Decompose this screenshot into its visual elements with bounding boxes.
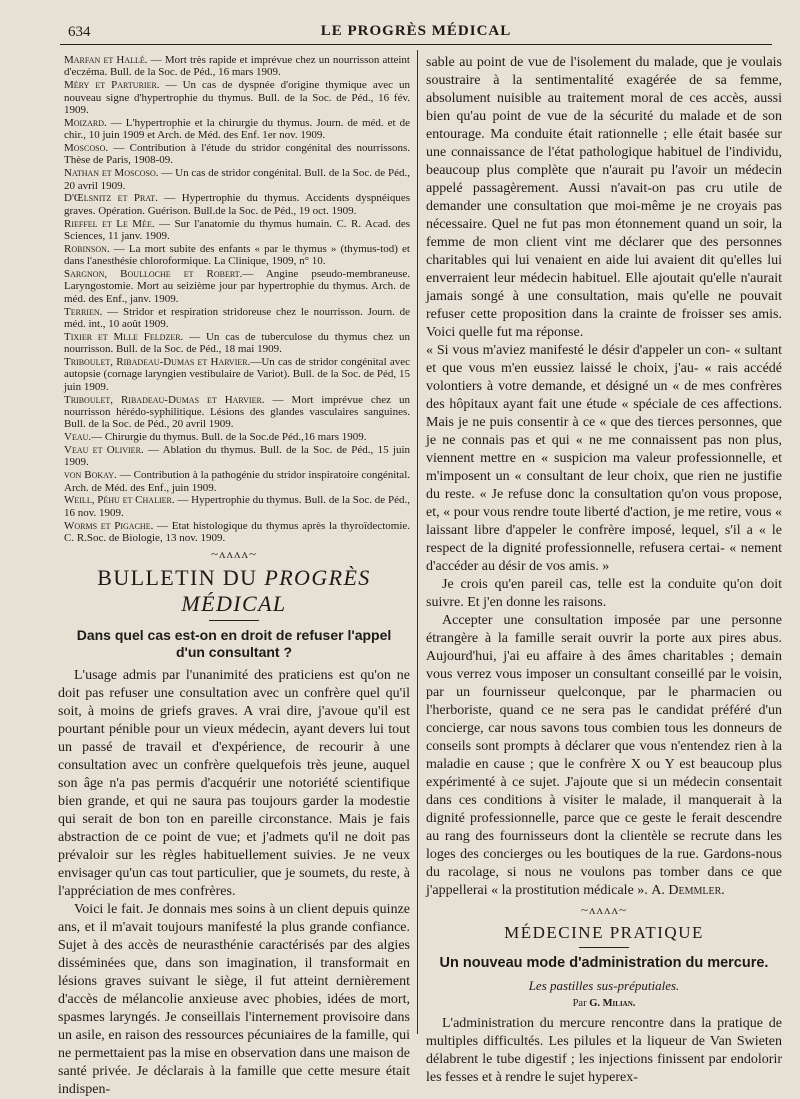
reference-entry xyxy=(58,306,410,331)
reference-text: — Un cas de stridor congénital. Bull. de la Soc. de Péd., 20 avril 1909. xyxy=(64,167,410,192)
reference-entry xyxy=(58,520,410,545)
reference-authors: D'Œlsnitz et Prat. xyxy=(64,192,158,205)
paragraph: L'administration du mercure rencontre dans la pratique de multiples difficultés. Les pilules et la liqueur de Van Swieten délabrent le tube digestif ; les injections finissent par endolorir les fesses et à rendre le sujet hyperex- xyxy=(426,1016,782,1085)
section-rule xyxy=(209,620,259,621)
reference-authors: Triboulet, Ribadeau-Dumas et Harvier. xyxy=(64,356,251,369)
reference-entry xyxy=(58,494,410,519)
reference-list xyxy=(58,54,410,544)
reference-entry xyxy=(58,394,410,431)
running-title: LE PROGRÈS MÉDICAL xyxy=(320,23,512,39)
reference-entry xyxy=(58,356,410,393)
reference-text: — Chirurgie du thymus. Bull. de la Soc.de Péd.,16 mars 1909. xyxy=(91,431,367,444)
reference-text: — Un cas de tuberculose du thymus chez un nourrisson. Bull. de la Soc. de Péd., 18 mai 1909. xyxy=(64,330,410,356)
reference-entry xyxy=(58,469,410,494)
reference-authors: Marfan et Hallé. xyxy=(64,54,148,66)
reference-authors: Moizard. xyxy=(64,116,107,129)
reference-authors: Terrien. xyxy=(64,305,103,318)
bulletin-title xyxy=(58,565,410,617)
byline-author: G. Milian. xyxy=(589,998,636,1009)
reference-text: — Etat histologique du thymus après la thyroïdectomie. C. R.Soc. de Biologie, 13 nov. 1909. xyxy=(64,519,411,545)
page-header xyxy=(60,22,772,45)
reference-entry xyxy=(58,192,410,217)
paragraph xyxy=(426,612,782,900)
reference-entry xyxy=(58,79,410,116)
quoted-reply: « Si vous m'aviez manifesté le désir d'appeler un con- « sultant et que vous m'en eussiez laissé le choix, j'au- « rais accédé volontiers à votre demande, et désigné un « de mes confrères des hôpitaux ayant fait une étude « spéciale de ces affections. Mais je ne puis consentir à ce « que des tierces personnes, que je ne connais pas et qui « ne me connaissent pas non plus, viennent mettre en « suspicion ma valeur professionnelle, et m'imposent un « consultant de leur choix, que rien ne justifie du reste. « Je refuse donc la consultation qu'on vous propose, et, « pour vous rendre toute liberté d'action, je me retire, vous « laissant libre d'appeler le confrère imposé, lequel, s'il a « le respect de la dignité professionnelle, refusera certai- « nement d'accéder au désir de vos amis. » xyxy=(426,343,782,574)
reference-entry xyxy=(58,268,410,305)
reference-authors: Sargnon, Boulloche et Robert. xyxy=(64,268,243,281)
reference-authors: Weill, Péhu et Chalier. xyxy=(64,494,175,507)
byline-prefix: Par xyxy=(572,998,590,1009)
paragraph-text: Accepter une consultation imposée par une personne étrangère à la famille serait ouvrir la porte aux pires abus. Aujourd'hui, j'ai eu affaire à des âmes charitables ; demain vous verrez vous imposer un consultant conseillé par le voisin, par un fournisseur quelconque, par le pharmacien ou l'herboriste, quand ce ne sera pas le candidat préféré d'un concierge, car nous savons tous combien tous les donneurs de conseils sont prompts à déclarer que vous n'entendez rien à la maladie en cause ; que le confrère X ou Y est beaucoup plus expérimenté à ce sujet. J'ajoute que si un médecin consentait dans ces conditions à visiter le malade, il manquerait à la dignité professionnelle, parce que ce geste le ferait descendre au rang des fournisseurs dont la clientèle se recrute dans les loges des concierges ou les boutiques de la rue. Gardons-nous du racolage, si nous ne voulons pas tomber dans ce que j'appellerai « la prostitution médicale ». xyxy=(426,613,782,898)
reference-entry xyxy=(58,167,410,192)
reference-text: — Mort imprévue chez un nourrisson hérédo-syphilitique. Lésions des glandes vasculaires sanguines. Bull. de la Soc. de Péd., 20 avril 1909. xyxy=(64,393,410,431)
section-title: MÉDECINE PRATIQUE xyxy=(504,923,704,942)
section-rule xyxy=(579,947,629,948)
reference-authors: Robinson. xyxy=(64,242,110,255)
column-divider xyxy=(417,50,418,1034)
reference-text: — Un cas de dyspnée d'origine thymique avec un nouveau signe d'hypertrophie du thymus. Bull. de la Soc. de Péd., 16 fév. 1909. xyxy=(64,79,410,117)
reference-entry xyxy=(58,444,410,469)
ornament-divider: ~ʌʌʌʌ~ xyxy=(210,546,258,562)
paragraph: Voici le fait. Je donnais mes soins à un client depuis quinze ans, et il m'avait toujours manifesté la plus grande confiance. Sujet à des accès de neurasthénie caractérisés par des algies disséminées que, dans son imagination, il transformait en lésions graves suivant le siège, il fut atteint dernièrement d'accès de mélancolie anxieuse avec phobies, idées de mort, spasmes laryngés. Je conseillais l'internement provisoire dans un asile, en raison des ressources pécuniaires de la famille, qui ne permettaient pas la mise en observation dans une maison de santé privée. Je déclarais à la famille que cette mesure était indispen- xyxy=(58,902,410,1098)
reference-authors: Tixier et Mlle Feldzer. xyxy=(64,330,184,343)
reference-authors: Moscoso. xyxy=(64,142,109,155)
reference-authors: Worms et Pigache. xyxy=(64,519,154,532)
reference-authors: von Bokay. xyxy=(64,469,117,482)
reference-text: — Ablation du thymus. Bull. de la Soc. de Péd., 15 juin 1909. xyxy=(64,444,411,469)
reference-text: — Contribution à l'étude du stridor congénital des nourrissons. Thèse de Paris, 1908-09. xyxy=(64,142,410,167)
reference-entry xyxy=(58,54,410,79)
bulletin-title-prefix: BULLETIN DU xyxy=(97,565,265,591)
reference-entry xyxy=(58,243,410,268)
byline xyxy=(426,998,782,1009)
reference-entry xyxy=(58,117,410,142)
reference-authors: Rieffel et Le Mée. xyxy=(64,217,155,230)
left-column xyxy=(58,54,410,1099)
paragraph: Je crois qu'en pareil cas, telle est la conduite qu'on doit suivre. Et j'en donne les raisons. xyxy=(426,577,782,610)
reference-authors: Méry et Parturier. xyxy=(64,79,160,92)
bulletin-title-italic: PROGRÈS MÉDICAL xyxy=(181,565,371,617)
article-subtitle: Les pastilles sus-préputiales. xyxy=(528,978,680,993)
reference-text: — Hypertrophie du thymus. Accidents dyspnéiques graves. Opération. Guérison. Bull.de la Soc. de Péd., 19 oct. 1909. xyxy=(64,192,410,217)
reference-entry xyxy=(58,431,410,443)
article-title: Dans quel cas est-on en droit de refuser l'appel d'un consultant ? xyxy=(76,627,392,661)
ornament-divider: ~ʌʌʌʌ~ xyxy=(580,902,628,917)
paragraph: L'usage admis par l'unanimité des praticiens est qu'on ne doit pas refuser une consultation avec un confrère quel qu'il soit, à moins de griefs graves. A vrai dire, j'avoue qu'il est pourtant pénible pour un vieux médecin, ayant devers lui tout un passé de travail et d'expérience, de recourir à une consultation avec un confrère quelquefois très jeune, auquel son âge n'a pas permis d'acquérir une notoriété scientifique bien grande, et qui ne saura pas toujours garder la modestie qui serait de bon ton en pareille circonstance. Mais je fais abstraction de ce point de vue; et j'admets qu'il ne doit pas prévaloir sur les règles habituellement suivies. Je ne veux envisager qu'un cas tout particulier, que je soumets, du reste, à l'appréciation de mes confrères. xyxy=(58,668,410,900)
reference-text: — Sur l'anatomie du thymus humain. C. R. Acad. des Sciences, 11 janv. 1909. xyxy=(64,217,410,243)
reference-text: — Mort très rapide et imprévue chez un nourrisson atteint d'eczéma. Bull. de la Soc. de Péd., 16 mars 1909. xyxy=(64,54,410,79)
reference-text: — L'hypertrophie et la chirurgie du thymus. Journ. de méd. et de chir., 10 juin 1909 et Arch. de Méd. des Enf. 1er nov. 1909. xyxy=(64,116,410,142)
paragraph: sable au point de vue de l'isolement du malade, que je voulais soustraire à la sentimentalité exagérée de sa femme, absolument nuisible au traitement moral de ces accès, aussi bien qu'au point de vue de la sécurité du malade et de son entourage. Ma conduite était rationnelle ; elle était basée sur une connaissance de l'état pathologique habituel de l'individu, beaucoup plus complète que n'aurait pu l'avoir un médecin appelé passagèrement. Aussi n'avait-on pas cru utile de demander une consultation que moi-même je ne croyais pas nécessaire. Quel ne fut pas mon étonnement quand un soir, la femme de mon client vint me déclarer que des personnes charitables qui lui venaient en aide lui avaient dit qu'elles lui enverraient leur médecin habituel. Elle ajoutait qu'elle n'aurait jamais songé à une consultation, mais qu'elle ne pouvait refuser cette proposition dans la crainte de froisser ses amis. Voici quelle fut ma réponse. xyxy=(426,55,782,340)
reference-authors: Nathan et Moscoso. xyxy=(64,167,159,180)
reference-entry xyxy=(58,331,410,356)
reference-text: — Angine pseudo-membraneuse. Laryngostomie. Mort au seizième jour par hypertrophie du thymus. Arch. de méd. des Enf., janv. 1909. xyxy=(64,268,410,305)
page-number: 634 xyxy=(68,24,91,40)
reference-authors: Triboulet, Ribadeau-Dumas et Harvier. xyxy=(64,393,265,406)
reference-text: — Contribution à la pathogénie du stridor inspiratoire congénital. Arch. de Méd. des Enf., juin 1909. xyxy=(64,469,410,494)
reference-text: — Hypertrophie du thymus. Bull. de la Soc. de Péd., 16 nov. 1909. xyxy=(64,494,410,519)
reference-text: — Stridor et respiration stridoreuse chez le nourrisson. Journ. de méd. int., 10 août 1909. xyxy=(64,305,410,331)
reference-entry xyxy=(58,218,410,243)
reference-text: —Un cas de stridor congénital avec autopsie (cornage laryngien vestibulaire de Variot). Bull. de la Soc. de Péd, 15 juin 1909. xyxy=(64,356,410,393)
reference-text: — La mort subite des enfants « par le thymus » (thymus-tod) et dans l'anesthésie chloroformique. La Clinique, 1909, n° 10. xyxy=(64,242,410,268)
reference-authors: Veau et Olivier. xyxy=(64,444,144,457)
article-title: Un nouveau mode d'administration du mercure. xyxy=(439,955,769,971)
signature: A. Demmler. xyxy=(651,883,725,898)
reference-authors: Veau. xyxy=(64,431,92,444)
right-column xyxy=(426,54,782,1087)
reference-entry xyxy=(58,142,410,167)
